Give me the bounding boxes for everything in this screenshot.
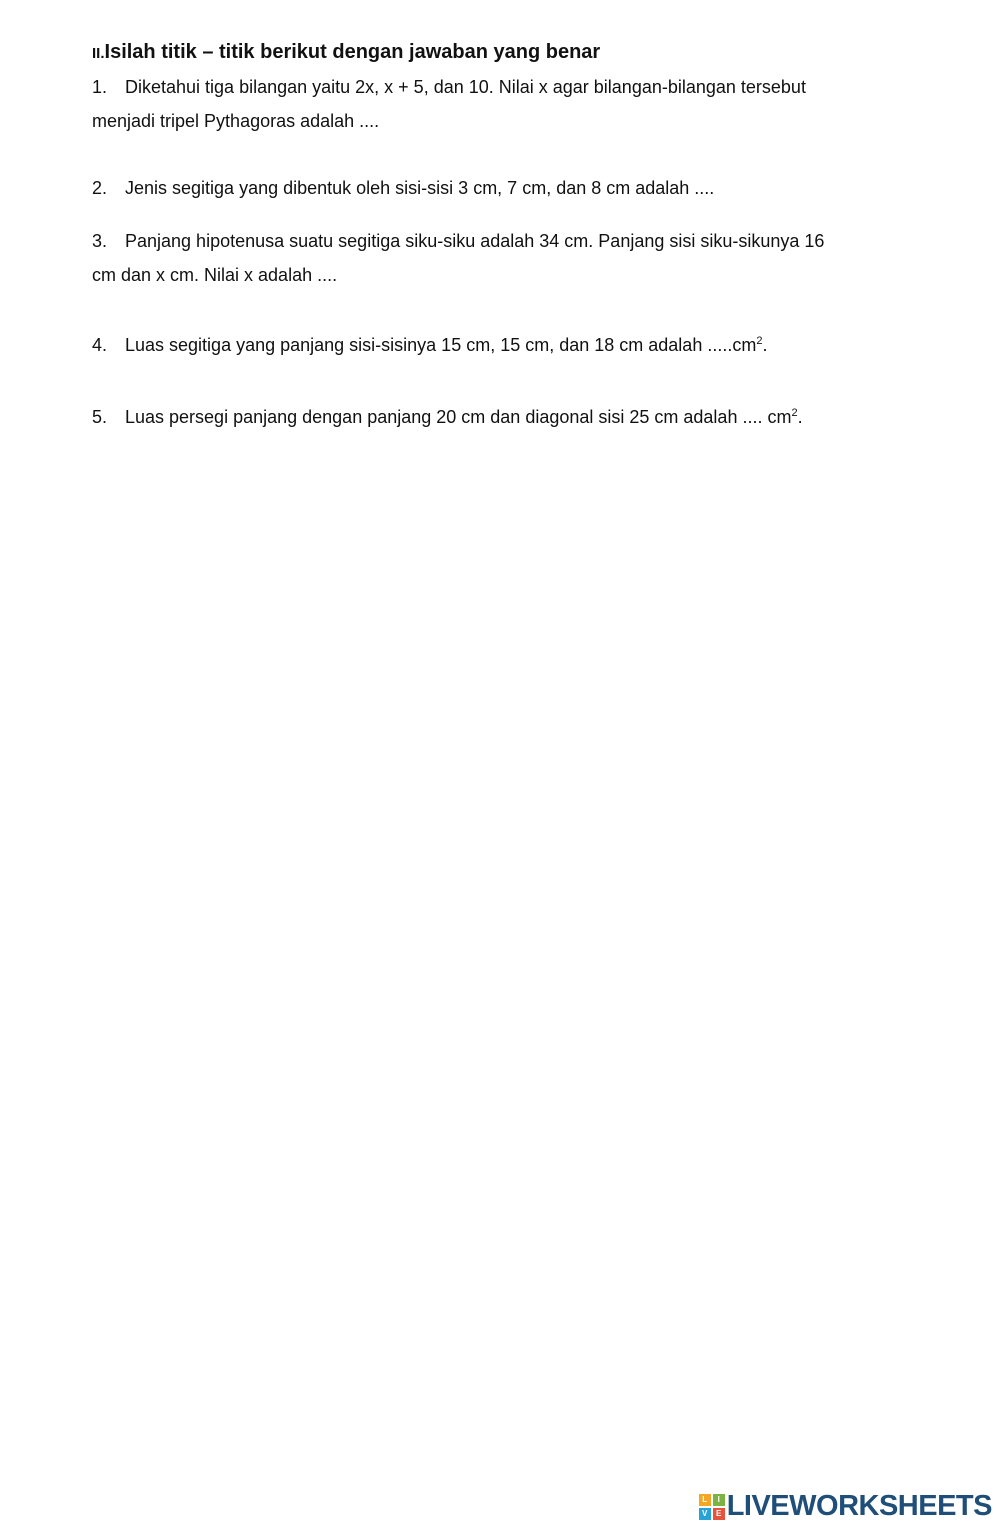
question-text: Diketahui tiga bilangan yaitu 2x, x + 5, dan 10. Nilai x agar bilangan-bilangan tersebut <box>125 77 806 97</box>
logo-tile-i: I <box>713 1494 725 1506</box>
question-item <box>92 171 912 205</box>
liveworksheets-grid-icon <box>699 1494 725 1520</box>
question-text: Panjang hipotenusa suatu segitiga siku-siku adalah 34 cm. Panjang sisi siku-sikunya 16 <box>125 231 825 251</box>
logo-tile-l: L <box>699 1494 711 1506</box>
question-item <box>92 324 912 362</box>
logo-wordmark: LIVEWORKSHEETS <box>726 1490 992 1522</box>
section-heading-text: Isilah titik – titik berikut dengan jawaban yang benar <box>104 41 601 63</box>
question-text: Jenis segitiga yang dibentuk oleh sisi-sisi 3 cm, 7 cm, dan 8 cm adalah .... <box>125 178 715 198</box>
question-number: 5. <box>92 407 108 427</box>
question-text: Luas persegi panjang dengan panjang 20 cm dan diagonal sisi 25 cm adalah .... cm <box>125 407 792 427</box>
question-line <box>92 70 912 104</box>
question-item <box>92 396 912 434</box>
logo-tile-v: V <box>699 1508 711 1520</box>
question-line <box>92 224 912 258</box>
question-line: cm dan x cm. Nilai x adalah .... <box>92 265 338 285</box>
logo-tile-e: E <box>713 1508 725 1520</box>
question-text: Luas segitiga yang panjang sisi-sisinya 15 cm, 15 cm, dan 18 cm adalah .....cm <box>125 335 757 355</box>
question-number: 3. <box>92 231 108 251</box>
question-item <box>92 70 912 138</box>
liveworksheets-logo <box>699 1490 992 1523</box>
question-number: 4. <box>92 335 108 355</box>
question-tail: . <box>797 407 803 427</box>
question-line: menjadi tripel Pythagoras adalah .... <box>92 111 380 131</box>
question-item <box>92 224 912 292</box>
question-number: 2. <box>92 178 108 198</box>
question-line <box>92 324 912 362</box>
question-number: 1. <box>92 77 108 97</box>
question-line <box>92 171 912 205</box>
section-heading <box>92 38 600 68</box>
question-tail: . <box>762 335 768 355</box>
superscript-exponent: 2 <box>791 407 798 419</box>
section-roman-numeral: II. <box>92 45 105 62</box>
question-line <box>92 396 912 434</box>
superscript-exponent: 2 <box>756 335 763 347</box>
